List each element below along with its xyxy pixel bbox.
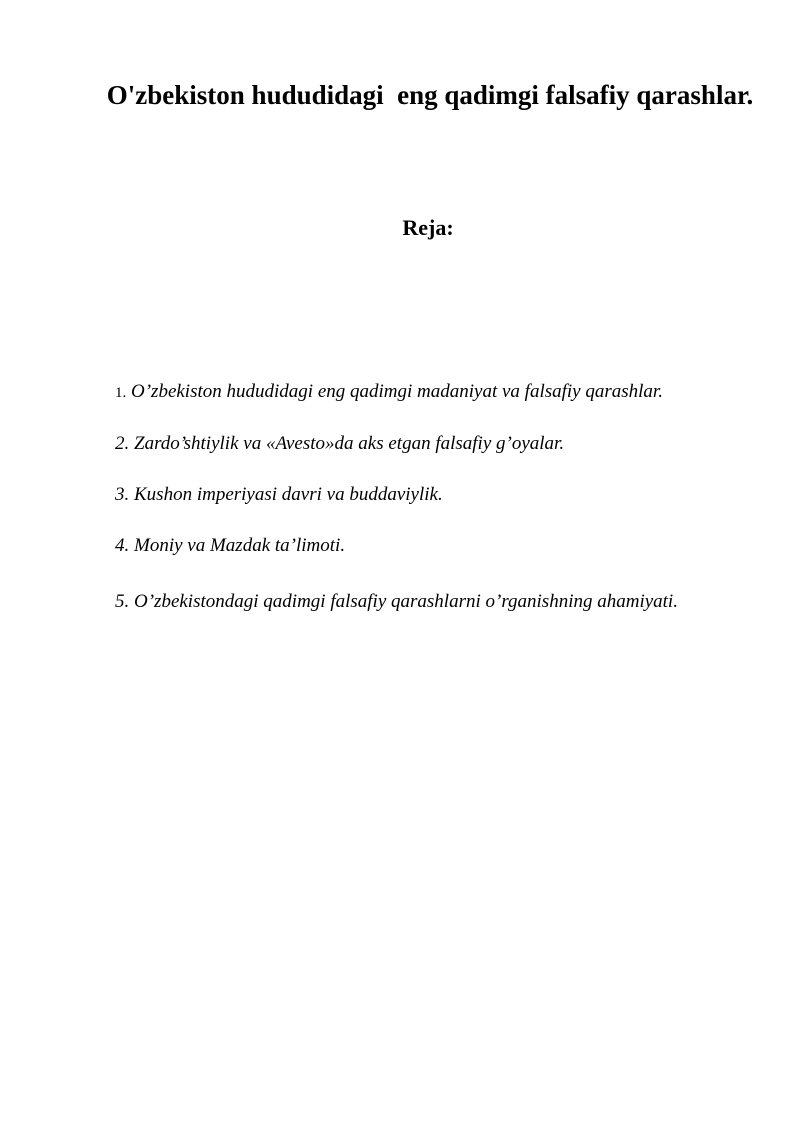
plan-item-text: O’zbekiston hududidagi eng qadimgi madaniyat va falsafiy qarashlar. (131, 381, 663, 402)
plan-item-text: O’zbekistondagi qadimgi falsafiy qarashlarni o’rganishning ahamiyati. (134, 591, 678, 612)
plan-item-text: Kushon imperiyasi davri va buddaviylik. (134, 484, 443, 505)
plan-list (115, 378, 755, 643)
plan-item-3 (115, 481, 755, 509)
plan-item-text: Moniy va Mazdak ta’limoti. (134, 535, 346, 556)
plan-item-text: Zardo’shtiylik va «Avesto»da aks etgan falsafiy g’oyalar. (134, 433, 565, 454)
document-title: O'zbekiston hududidagi eng qadimgi falsafiy qarashlar. (106, 80, 754, 110)
plan-item-number: 5. (115, 591, 130, 612)
plan-item-5 (115, 583, 755, 620)
plan-item-1 (115, 378, 755, 407)
plan-heading: Reja: (402, 215, 454, 240)
plan-item-number: 3. (115, 484, 130, 505)
plan-item-number: 1. (115, 385, 127, 401)
plan-item-4 (115, 532, 755, 560)
plan-item-number: 2. (115, 433, 130, 454)
plan-item-number: 4. (115, 535, 130, 556)
plan-item-2 (115, 430, 755, 458)
